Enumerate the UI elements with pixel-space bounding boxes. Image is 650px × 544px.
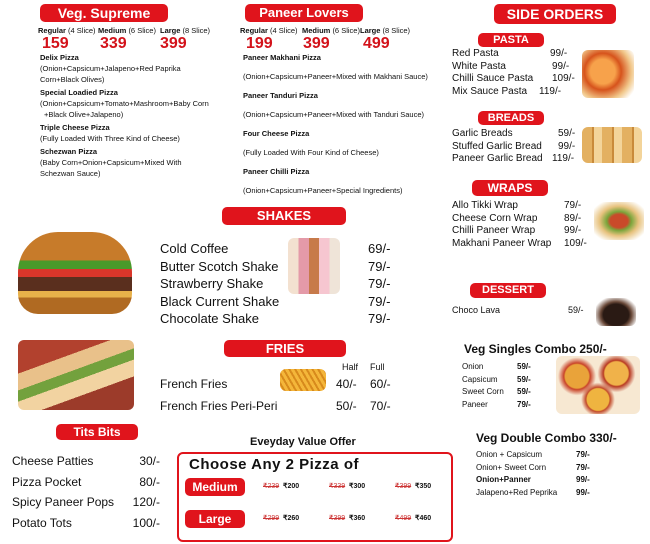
paneer-price-medium: 399 <box>303 35 330 52</box>
list-item: Sweet Corn <box>462 387 504 396</box>
list-item: Chocolate Shake <box>160 311 260 326</box>
paneer-size-regular: Regular (4 Slice) <box>240 26 298 35</box>
list-price: 79/- <box>368 276 391 291</box>
list-item: Onion + Capsicum <box>476 450 543 459</box>
offer-cell: ₹339 ₹300 <box>329 483 366 490</box>
pizza-name: Schezwan Pizza <box>40 147 98 156</box>
choco-lava-photo <box>596 298 636 326</box>
pizza-name: Four Cheese Pizza <box>243 129 310 138</box>
list-item: Mix Sauce Pasta 119/- <box>452 85 562 97</box>
offer-large-label: Large <box>185 510 245 528</box>
paneer-size-large: Large (8 Slice) <box>360 26 411 35</box>
list-item: Strawberry Shake <box>160 276 264 291</box>
veg-supreme-header: Veg. Supreme <box>40 4 168 22</box>
paneer-lovers-items <box>243 52 443 196</box>
offer-heading: Eveyday Value Offer <box>250 436 356 448</box>
offer-cell: ₹299 ₹260 <box>263 515 300 522</box>
pasta-header: PASTA <box>478 33 544 47</box>
wraps-header: WRAPS <box>472 180 548 196</box>
list-item: Allo Tikki Wrap 79/- <box>452 200 582 211</box>
dessert-header: DESSERT <box>470 283 546 298</box>
offer-cell: ₹499 ₹460 <box>395 515 432 522</box>
pizza-desc: Corn+Black Olives) <box>40 75 105 84</box>
dessert-price: 59/- <box>568 305 584 315</box>
list-price: 59/- <box>517 374 531 384</box>
shakes-list <box>160 240 279 328</box>
list-item: Red Pasta 99/- <box>452 48 568 59</box>
veg-supreme-price-medium: 339 <box>100 35 127 52</box>
offer-cell: ₹239 ₹200 <box>263 483 300 490</box>
list-price: 79/- <box>576 462 590 472</box>
list-item: Black Current Shake <box>160 293 280 309</box>
list-price: 79/- <box>576 450 590 459</box>
list-price: 80/- <box>139 474 160 489</box>
shakes-photo <box>288 238 340 294</box>
list-item: Butter Scotch Shake <box>160 258 279 274</box>
fries-photo <box>280 369 326 391</box>
pizza-desc: (Fully Loaded With Four Kind of Cheese) <box>243 148 379 157</box>
pizza-name: Paneer Tanduri Pizza <box>243 91 318 100</box>
fries-item: French Fries <box>160 377 228 391</box>
veg-double-title: Veg Double Combo 330/- <box>476 431 617 445</box>
pizza-desc: (Fully Loaded With Three Kind of Cheese) <box>40 134 180 143</box>
offer-box <box>177 452 453 542</box>
pizza-desc: +Black Olive+Jalapeno) <box>44 110 124 119</box>
list-item: Cold Coffee <box>160 241 229 256</box>
pizza-desc: (Onion+Capsicum+Paneer+Mixed with Tanduri Sauce) <box>243 110 424 119</box>
pizza-desc: Schezwan Sauce) <box>40 169 101 178</box>
paneer-price-regular: 199 <box>246 35 273 52</box>
veg-supreme-price-large: 399 <box>160 35 187 52</box>
offer-title: Choose Any 2 Pizza of <box>189 456 359 473</box>
wraps-list <box>452 200 592 250</box>
list-price: 99/- <box>576 475 590 484</box>
veg-singles-list <box>462 361 504 411</box>
garlic-bread-photo <box>582 127 642 163</box>
pizza-name: Triple Cheese Pizza <box>40 123 110 132</box>
fries-half-label: Half <box>342 362 359 372</box>
fries-full-price: 60/- <box>370 377 391 391</box>
fries-half-price: 50/- <box>336 399 357 413</box>
pizza-name: Paneer Makhani Pizza <box>243 53 321 62</box>
pizza-name: Delix Pizza <box>40 53 79 62</box>
fries-full-label: Full <box>370 362 385 372</box>
list-item: Chilli Paneer Wrap 99/- <box>452 225 582 236</box>
list-item: Onion+ Sweet Corn <box>476 462 547 472</box>
list-item: Garlic Breads 59/- <box>452 128 576 139</box>
tits-bits-header: Tits Bits <box>56 424 138 440</box>
list-price: 79/- <box>517 399 531 409</box>
pizza-name: Paneer Chilli Pizza <box>243 167 310 176</box>
list-item: Cheese Patties <box>12 454 94 468</box>
pasta-photo <box>582 50 634 98</box>
veg-singles-title: Veg Singles Combo 250/- <box>464 342 607 356</box>
list-item: Chilli Sauce Pasta 109/- <box>452 73 575 84</box>
offer-cell: ₹399 ₹360 <box>329 515 366 522</box>
wrap-photo <box>594 202 644 240</box>
veg-double-list <box>476 449 557 499</box>
fries-full-price: 70/- <box>370 399 391 413</box>
burger-photo <box>18 232 132 314</box>
pasta-list <box>452 48 582 98</box>
offer-cell: ₹399 ₹350 <box>395 483 432 490</box>
list-item: Onion <box>462 362 484 371</box>
list-item: Makhani Paneer Wrap 109/- <box>452 237 587 249</box>
list-price: 100/- <box>132 515 160 530</box>
breads-list <box>452 128 582 166</box>
list-item: Spicy Paneer Pops <box>12 495 115 509</box>
list-price: 79/- <box>368 258 391 274</box>
veg-singles-prices <box>517 361 531 411</box>
list-price: 99/- <box>576 487 590 497</box>
paneer-lovers-header: Paneer Lovers <box>245 4 363 22</box>
veg-supreme-items <box>40 52 230 179</box>
list-price: 59/- <box>517 362 531 371</box>
list-item: Jalapeno+Red Peprika <box>476 487 558 497</box>
list-item: Onion+Panner <box>476 475 531 484</box>
list-item: Pizza Pocket <box>12 474 82 489</box>
pizza-name: Special Loadied Pizza <box>40 88 118 97</box>
pizza-combo-photo <box>556 356 640 414</box>
list-price: 120/- <box>132 495 160 509</box>
list-item: Potato Tots <box>12 515 72 530</box>
list-item: Cheese Corn Wrap 89/- <box>452 212 582 224</box>
pizza-desc: (Onion+Capsicum+Paneer+Mixed with Makhani Sauce) <box>243 72 428 81</box>
paneer-size-medium: Medium (6 Slice) <box>302 26 360 35</box>
pizza-desc: (Baby Corn+Onion+Capsicum+Mixed With <box>40 158 182 167</box>
side-orders-header: SIDE ORDERS <box>494 4 616 24</box>
list-price: 79/- <box>368 311 391 326</box>
veg-double-prices <box>576 449 590 499</box>
tits-bits-prices <box>130 451 160 533</box>
pizza-desc: (Onion+Capsicum+Tomato+Mashroom+Baby Corn <box>40 99 209 108</box>
fries-item: French Fries Peri-Peri <box>160 399 278 413</box>
fries-header: FRIES <box>224 340 346 357</box>
sandwich-photo <box>18 340 134 410</box>
list-price: 69/- <box>368 241 391 256</box>
list-item: Stuffed Garlic Bread 99/- <box>452 140 576 152</box>
pizza-desc: (Onion+Capsicum+Paneer+Special Ingredients) <box>243 186 403 195</box>
list-item: Paneer Garlic Bread 119/- <box>452 153 575 164</box>
veg-supreme-size-regular: Regular (4 Slice) <box>38 26 96 35</box>
dessert-item: Choco Lava <box>452 305 501 315</box>
list-price: 30/- <box>139 454 160 468</box>
list-price: 59/- <box>517 387 531 396</box>
list-price: 79/- <box>368 293 391 309</box>
shakes-header: SHAKES <box>222 207 346 225</box>
shakes-prices <box>368 240 390 328</box>
list-item: White Pasta 99/- <box>452 60 570 72</box>
list-item: Capsicum <box>462 374 498 384</box>
list-item: Paneer <box>462 399 488 409</box>
pizza-desc: (Onion+Capsicum+Jalapeno+Red Paprika <box>40 64 181 73</box>
paneer-price-large: 499 <box>363 35 390 52</box>
breads-header: BREADS <box>478 111 544 125</box>
fries-half-price: 40/- <box>336 377 357 391</box>
veg-supreme-size-large: Large (8 Slice) <box>160 26 211 35</box>
offer-medium-label: Medium <box>185 478 245 496</box>
veg-supreme-size-medium: Medium (6 Slice) <box>98 26 156 35</box>
veg-supreme-price-regular: 159 <box>42 35 69 52</box>
tits-bits-list <box>12 451 114 533</box>
